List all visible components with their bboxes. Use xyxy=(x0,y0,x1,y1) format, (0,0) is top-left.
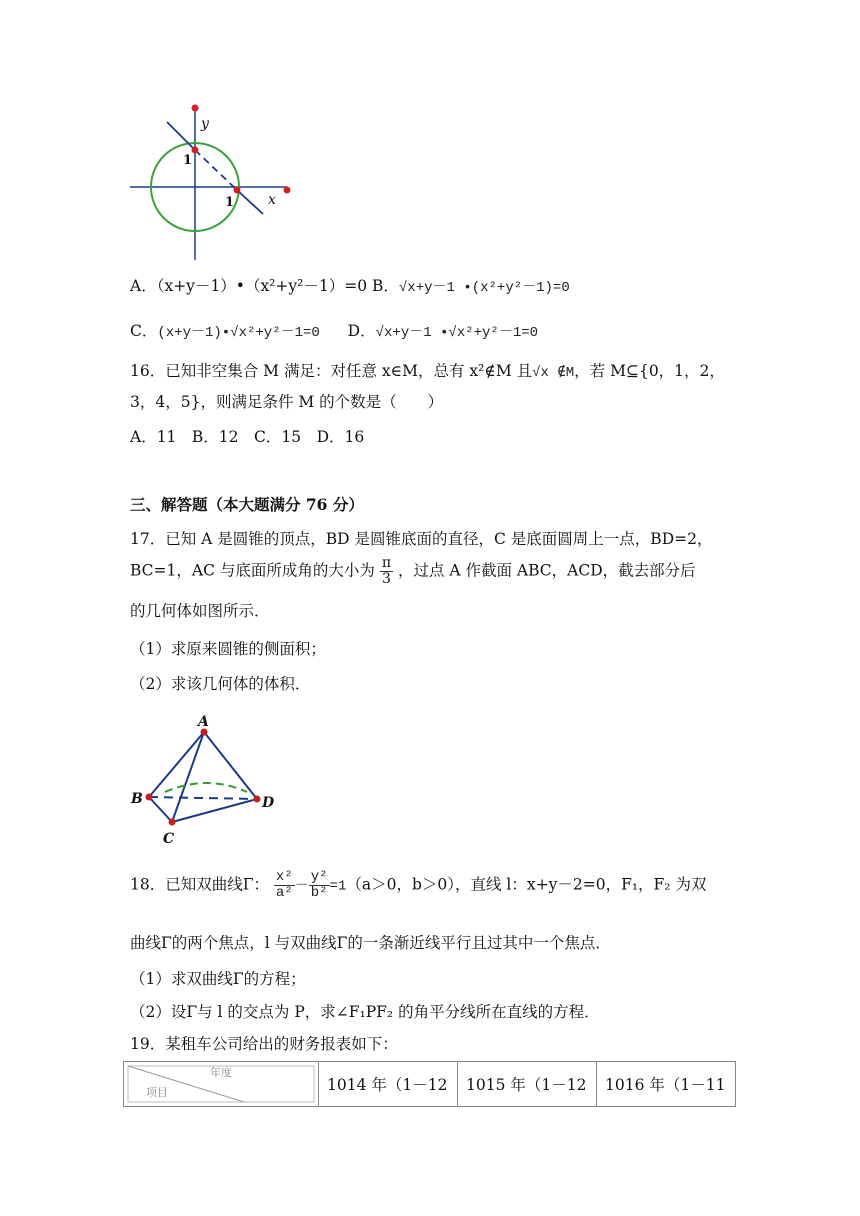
q17-part2: （2）求该几何体的体积． xyxy=(130,675,311,693)
graph-line-lower xyxy=(237,190,263,214)
table-row xyxy=(124,1062,736,1107)
edge-bc xyxy=(149,797,172,822)
edge-ab xyxy=(149,732,204,797)
q17-solid-figure xyxy=(125,712,285,852)
graph-line-dashed xyxy=(195,150,237,190)
graph-y-tick-label: 1 xyxy=(183,153,193,168)
q16-sqrt-math: √x ∉M xyxy=(532,365,575,381)
q16-text-a: 16．已知非空集合 M 满足：对任意 x∈M，总有 x²∉M 且 xyxy=(130,362,533,380)
q18-frac-x-den: a² xyxy=(275,885,293,901)
label-d: D xyxy=(262,795,275,811)
graph-x-label: x xyxy=(268,192,276,208)
q18-line1 xyxy=(130,870,706,901)
vertex-d xyxy=(254,796,261,803)
q15-option-c-label: C． xyxy=(130,322,158,340)
q15-option-a-text: （x+y－1）•（x²+y²－1）=0 xyxy=(156,277,368,295)
graph-y-label: y xyxy=(201,116,209,132)
q17-line3: 的几何体如图所示． xyxy=(130,602,270,620)
q16-line1 xyxy=(130,360,725,384)
q18-frac-y-den: b² xyxy=(310,885,328,901)
q18-minus: － xyxy=(294,878,309,895)
q17-line2 xyxy=(130,556,696,587)
q15-option-b-math: √x+y－1 •(x²+y²－1)=0 xyxy=(398,280,570,296)
graph-point-x-end xyxy=(284,187,291,194)
q18-text-b: （a＞0，b＞0），直线 l：x+y－2=0，F₁，F₂ 为双 xyxy=(346,875,707,894)
table-col-1015: 1015 年（1－12 xyxy=(458,1062,597,1107)
q18-frac-x xyxy=(274,870,295,901)
table-col-1016: 1016 年（1－11 xyxy=(597,1062,736,1107)
q15-option-d-math: √x+y－1 •√x²+y²－1=0 xyxy=(375,325,539,341)
table-header-bottom: 项目 xyxy=(146,1086,168,1099)
q18-part1: （1）求双曲线Γ的方程； xyxy=(130,970,306,988)
q17-angle-fraction xyxy=(380,556,393,587)
q19-line1: 19．某租车公司给出的财务报表如下： xyxy=(130,1035,398,1053)
q19-finance-table xyxy=(123,1061,736,1107)
label-a: A xyxy=(198,714,209,730)
q18-frac-y-num: y² xyxy=(310,869,328,885)
graph-point-y1 xyxy=(192,147,199,154)
q16-line2: 3，4，5}，则满足条件 M 的个数是（ ） xyxy=(130,393,444,411)
q18-line2: 曲线Γ的两个焦点，l 与双曲线Γ的一条渐近线平行且过其中一个焦点． xyxy=(130,934,611,952)
q18-frac-x-num: x² xyxy=(275,869,293,885)
q18-frac-y xyxy=(309,870,330,901)
q17-line1: 17．已知 A 是圆锥的顶点，BD 是圆锥底面的直径，C 是底面圆周上一点，BD=2， xyxy=(130,530,713,548)
vertex-c xyxy=(169,819,176,826)
q15-options-row2 xyxy=(130,320,538,344)
q15-graph-figure xyxy=(125,100,300,265)
table-header-top: 年度 xyxy=(210,1066,232,1079)
graph-point-y-top xyxy=(192,105,199,112)
q16-text-b: ，若 M⊆{0，1，2， xyxy=(574,362,725,380)
section-heading: 三、解答题（本大题满分 76 分） xyxy=(130,495,364,514)
q18-part2: （2）设Γ与 l 的交点为 P，求∠F₁PF₂ 的角平分线所在直线的方程． xyxy=(130,1003,600,1021)
q15-option-d-label: D． xyxy=(347,322,376,340)
edge-cd xyxy=(172,799,257,822)
vertex-b xyxy=(146,794,153,801)
graph-x-tick-label: 1 xyxy=(225,195,235,210)
label-b: B xyxy=(131,791,143,807)
graph-point-x1 xyxy=(234,187,241,194)
q18-eq: =1 xyxy=(329,878,347,895)
q15-options-row1 xyxy=(130,275,570,299)
q17-text-a: BC=1，AC 与底面所成角的大小为 xyxy=(130,561,375,580)
arc-dashed xyxy=(165,783,247,792)
edge-ad xyxy=(204,732,257,799)
edge-ac xyxy=(172,732,204,822)
label-c: C xyxy=(163,831,175,847)
q15-option-a-label: A． xyxy=(130,277,157,295)
q17-text-b: ，过点 A 作截面 ABC，ACD，截去部分后 xyxy=(397,561,696,580)
q17-frac-den: 3 xyxy=(381,571,391,587)
table-col-1014: 1014 年（1－12 xyxy=(319,1062,458,1107)
q15-option-c-math: (x+y－1)•√x²+y²－1=0 xyxy=(157,325,320,341)
edge-bd-dashed xyxy=(149,797,257,799)
q16-options: A．11 B．12 C．15 D．16 xyxy=(130,428,365,446)
q17-part1: （1）求原来圆锥的侧面积； xyxy=(130,640,326,658)
q17-frac-num: π xyxy=(381,555,392,571)
q18-text-a: 18．已知双曲线Γ： xyxy=(130,875,269,894)
table-diagonal-header xyxy=(124,1062,319,1107)
q15-option-b-label: B． xyxy=(372,277,399,295)
